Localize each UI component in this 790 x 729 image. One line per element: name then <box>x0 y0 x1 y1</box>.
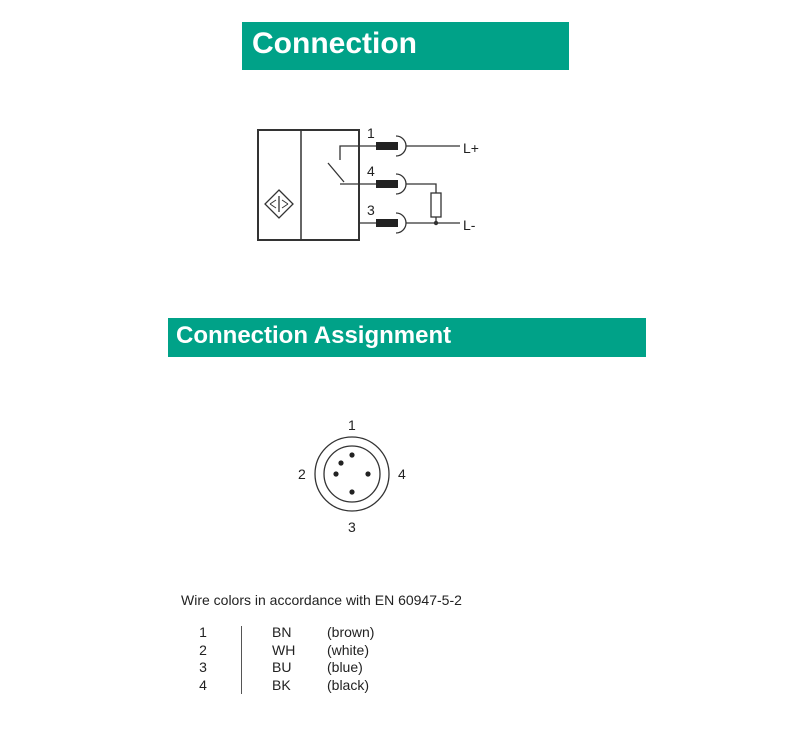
wiring-diagram <box>258 130 460 240</box>
wire-pin: 4 <box>199 676 207 693</box>
wire-code: WH <box>272 641 296 658</box>
terminal-pin-4 <box>376 180 398 188</box>
pinout-label-left: 2 <box>298 466 306 482</box>
wire-color-note: Wire colors in accordance with EN 60947-5-2 <box>181 592 462 608</box>
switch-contact <box>328 146 359 184</box>
wire-pin: 1 <box>199 624 207 640</box>
wire-row <box>180 642 440 660</box>
junction-dot <box>434 221 438 225</box>
wire-pin: 2 <box>199 641 207 658</box>
terminal-pin-1 <box>376 142 398 150</box>
sensor-symbol-icon <box>265 190 293 218</box>
wire-row <box>180 624 440 642</box>
wire-code: BN <box>272 624 292 640</box>
terminal-pin-3 <box>376 219 398 227</box>
wire-row <box>180 677 440 695</box>
wire-code: BU <box>272 659 292 675</box>
connector-pinout <box>315 437 389 511</box>
terminal-number-4: 4 <box>367 163 375 179</box>
terminal-number-1: 1 <box>367 125 375 141</box>
supply-label-plus: L+ <box>463 140 479 156</box>
connection-title: Connection <box>242 22 569 70</box>
wire-pin: 3 <box>199 659 207 675</box>
pin-2-dot <box>333 471 338 476</box>
wire-color-table <box>180 624 440 694</box>
wire-color: (black) <box>327 676 370 693</box>
wire-color: (blue) <box>327 659 363 675</box>
terminal-number-3: 3 <box>367 202 375 218</box>
wire-code: BK <box>272 676 291 693</box>
connector-outer-ring <box>315 437 389 511</box>
supply-label-minus: L- <box>463 217 476 233</box>
pin-3-dot <box>349 489 354 494</box>
pin-4-dot <box>365 471 370 476</box>
wire-color: (brown) <box>327 624 375 640</box>
pin-1-dot <box>349 452 354 457</box>
connection-assignment-title: Connection Assignment <box>168 318 646 357</box>
pinout-label-right: 4 <box>398 466 406 482</box>
wire-color: (white) <box>327 641 370 658</box>
pinout-label-bottom: 3 <box>348 519 356 535</box>
pin-5-dot <box>338 460 343 465</box>
pinout-label-top: 1 <box>348 417 356 433</box>
load-resistor <box>431 193 441 217</box>
wire-row <box>180 659 440 677</box>
